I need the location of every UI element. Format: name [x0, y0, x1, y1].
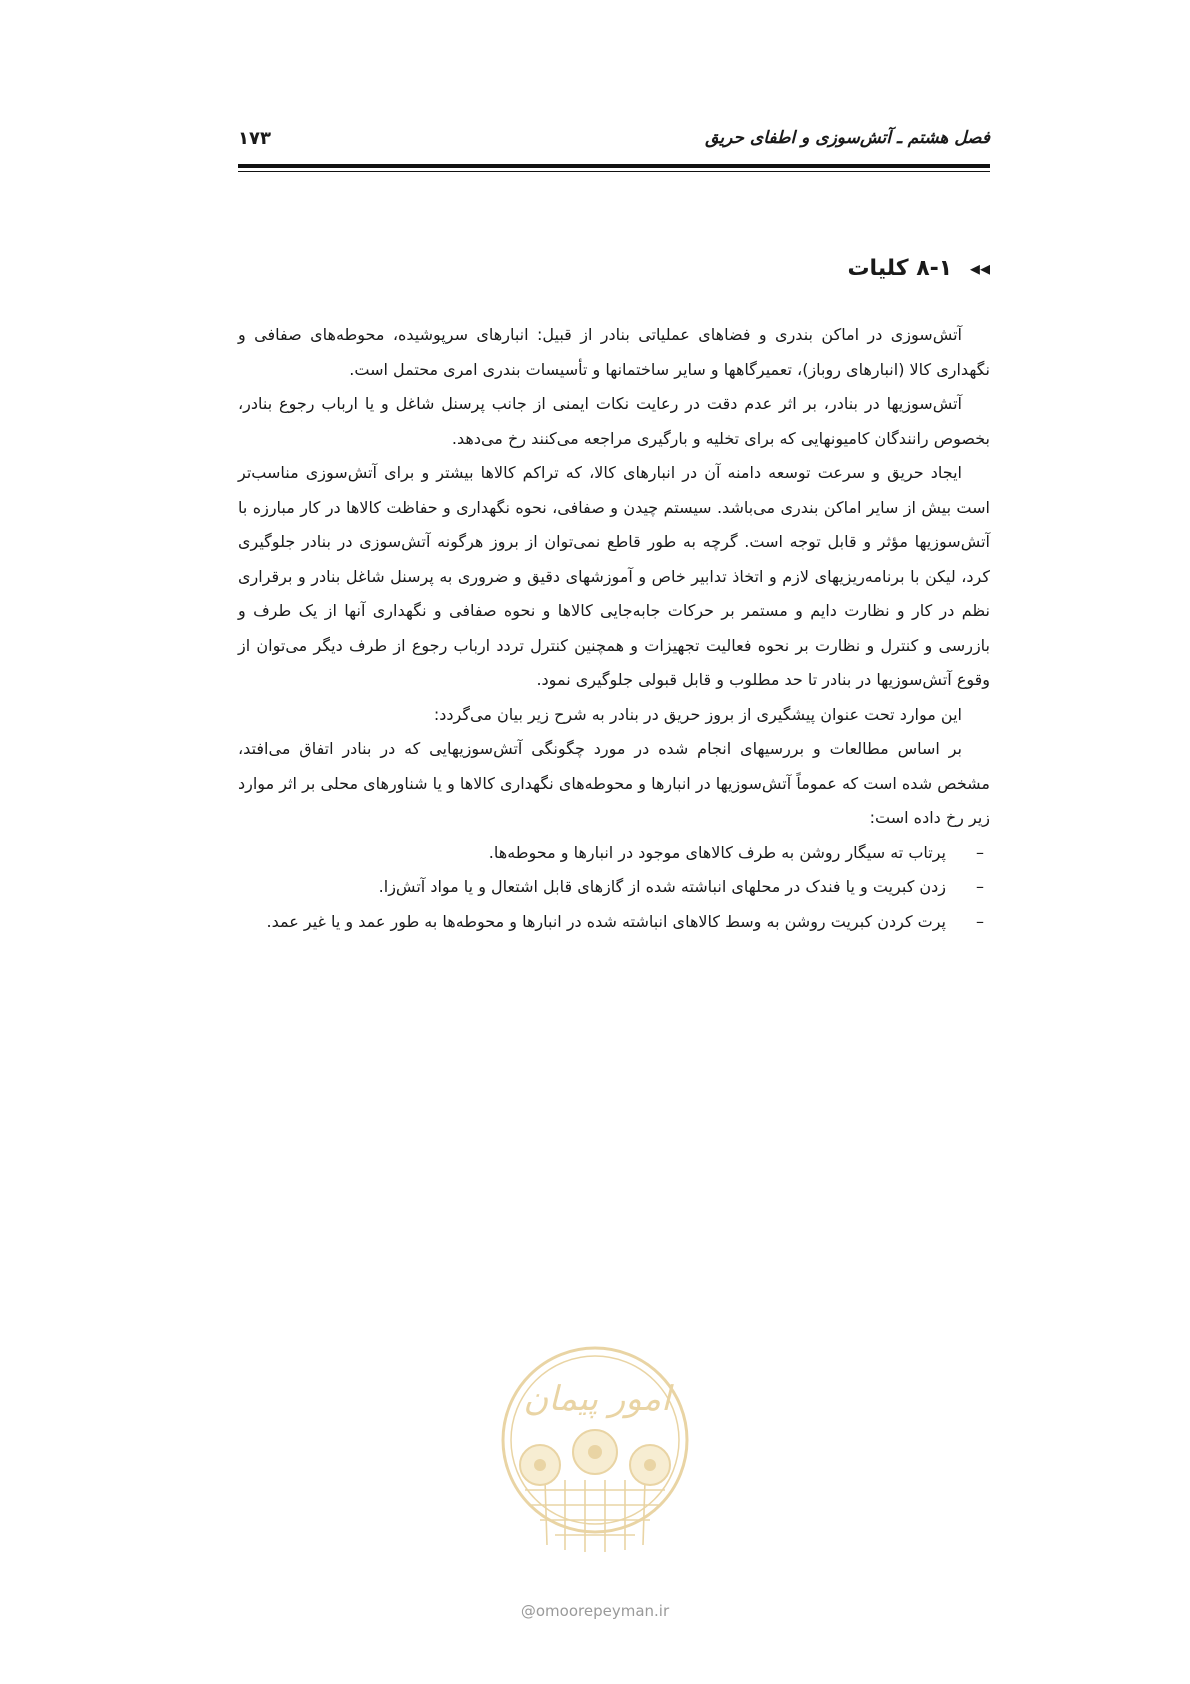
page-header: [238, 128, 990, 156]
header-rule-thick: [238, 164, 990, 168]
paragraph: ایجاد حریق و سرعت توسعه دامنه آن در انبارهای کالا، که تراکم کالاها بیشتر و برای آتش‌سوزی مناسب‌تر است بیش از سایر اماکن بندری می‌باشد. سیستم چیدن و صفافی، نحوه نگهداری و حفاظت کالاها در کار مبارزه با آتش‌سوزیها مؤثر و قابل توجه است. گرچه به طور قاطع نمی‌توان از بروز هرگونه آتش‌سوزی در بنادر جلوگیری کرد، لیکن با برنامه‌ریزیهای لازم و اتخاذ تدابیر خاص و آموزشهای دقیق و ضروری به پرسنل شاغل بنادر و برقراری نظم در کار و نظارت دایم و مستمر بر حرکات جابه‌جایی کالاها و نحوه صفافی و نگهداری آنها از یک طرف و بازرسی و کنترل و نظارت بر نحوه فعالیت تجهیزات و همچنین کنترل تردد ارباب رجوع از طرف دیگر می‌توان از وقوع آتش‌سوزیها در بنادر تا حد مطلوب و قابل قبولی جلوگیری نمود.: [238, 463, 990, 689]
dash-bullet: –: [976, 911, 984, 931]
dash-bullet: –: [976, 842, 984, 862]
list-item: [238, 905, 990, 940]
section-heading: [847, 256, 990, 281]
list-item-text: پرتاب ته سیگار روشن به طرف کالاهای موجود در انبارها و محوطه‌ها.: [488, 842, 946, 862]
list-item: [238, 870, 990, 905]
paragraph: آتش‌سوزی در اماکن بندری و فضاهای عملیاتی بنادر از قبیل: انبارهای سرپوشیده، محوطه‌های صفافی و نگهداری کالا (انبارهای روباز)، تعمیرگاهها و سایر ساختمانها و تأسیسات بندری امری محتمل است.: [238, 325, 990, 379]
list-item-text: زدن کبریت و یا فندک در محلهای انباشته شده از گازهای قابل اشتعال و یا مواد آتش‌زا.: [378, 877, 946, 896]
list-item-text: پرت کردن کبریت روشن به وسط کالاهای انباشته شده در انبارها و محوطه‌ها به طور عمد و یا غیر عمد.: [266, 911, 946, 931]
chapter-title: فصل هشتم ـ آتش‌سوزی و اطفای حریق: [705, 128, 990, 148]
body-text: [238, 318, 990, 939]
page-number: ۱۷۳: [238, 128, 271, 149]
dash-bullet: –: [976, 877, 984, 896]
header-rule-thin: [238, 171, 990, 172]
watermark-url: @omoorepeyman.ir: [520, 1602, 670, 1620]
paragraph: بر اساس مطالعات و بررسیهای انجام شده در مورد چگونگی آتش‌سوزیهایی که در بنادر اتفاق می‌افتد، مشخص شده است که عموماً آتش‌سوزیها در انبارها و محوطه‌های نگهداری کالاها و یا شناورهای محلی بر اثر موارد زیر رخ داده است:: [238, 739, 990, 827]
watermark-at-icon: @: [520, 1602, 536, 1620]
watermark-logo-text: امور پیمان: [523, 1379, 671, 1419]
bullet-list: [238, 836, 990, 940]
section-marker-icon: ◂◂: [969, 256, 990, 280]
list-item: [238, 836, 990, 871]
section-heading-text: ۸-۱ کلیات: [847, 256, 953, 281]
watermark-logo: [485, 1340, 705, 1570]
paragraph: این موارد تحت عنوان پیشگیری از بروز حریق در بنادر به شرح زیر بیان می‌گردد:: [433, 704, 962, 724]
paragraph: آتش‌سوزیها در بنادر، بر اثر عدم دقت در رعایت نکات ایمنی از جانب پرسنل شاغل و یا ارباب رجوع بنادر، بخصوص رانندگان کامیونهایی که برای تخلیه و بارگیری مراجعه می‌کنند رخ می‌دهد.: [238, 394, 990, 448]
